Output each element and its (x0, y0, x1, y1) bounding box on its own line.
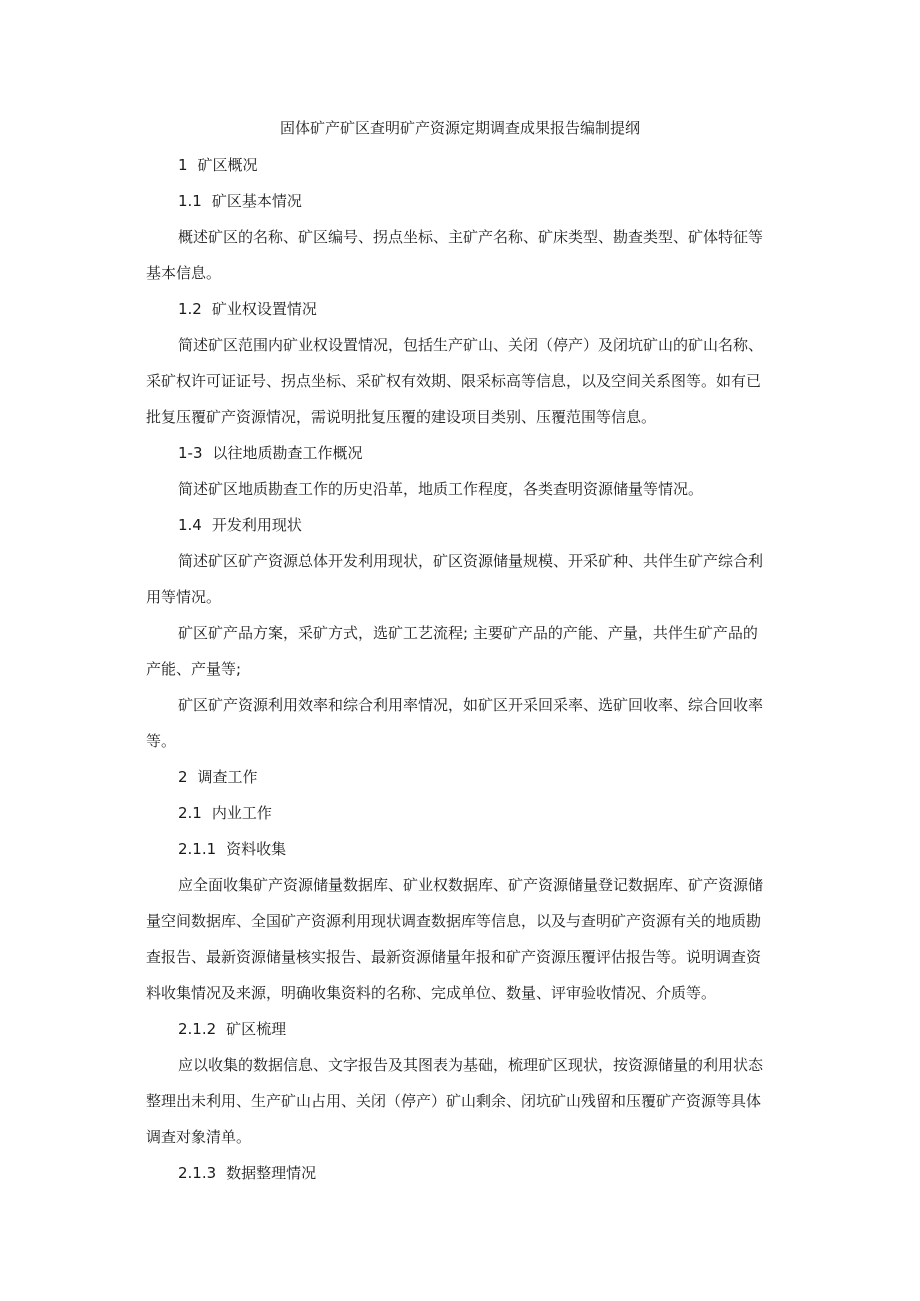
paragraph-line: 产能、产量等; (146, 660, 242, 678)
paragraph-line: 概述矿区的名称、矿区编号、拐点坐标、主矿产名称、矿床类型、勘查类型、矿体特征等 (178, 228, 764, 246)
paragraph-line: 简述矿区地质勘查工作的历史沿革，地质工作程度，各类查明资源储量等情况。 (178, 480, 704, 498)
section-heading (178, 153, 258, 177)
section-number: 2.1.3 (178, 1164, 217, 1182)
section-heading (178, 1161, 316, 1185)
paragraph-line: 基本信息。 (146, 264, 222, 282)
section-number: 2.1 (178, 804, 202, 822)
section-title: 矿区基本情况 (211, 192, 302, 210)
section-title: 开发利用现状 (211, 516, 302, 534)
paragraph-line: 整理出未利用、生产矿山占用、关闭（停产）矿山剩余、闭坑矿山残留和压覆矿产资源等具体 (146, 1092, 762, 1110)
section-heading (178, 765, 258, 789)
section-number: 1.4 (178, 516, 202, 534)
paragraph-line: 采矿权许可证证号、拐点坐标、采矿权有效期、限采标高等信息，以及空间关系图等。如有已 (146, 372, 762, 390)
paragraph-line: 量空间数据库、全国矿产资源利用现状调查数据库等信息，以及与查明矿产资源有关的地质勘 (146, 912, 762, 930)
section-number: 2 (178, 768, 188, 786)
paragraph-line: 等。 (146, 732, 177, 750)
section-number: 1.2 (178, 300, 202, 318)
document-title: 固体矿产矿区查明矿产资源定期调查成果报告编制提纲 (279, 119, 640, 137)
section-heading (178, 837, 286, 861)
paragraph-line: 应以收集的数据信息、文字报告及其图表为基础，梳理矿区现状，按资源储量的利用状态 (178, 1056, 764, 1074)
section-number: 1 (178, 156, 188, 174)
paragraph-line: 简述矿区矿产资源总体开发利用现状，矿区资源储量规模、开采矿种、共伴生矿产综合利 (178, 552, 764, 570)
paragraph-line: 料收集情况及来源，明确收集资料的名称、完成单位、数量、评审验收情况、介质等。 (146, 984, 717, 1002)
section-heading (178, 513, 302, 537)
paragraph-line: 批复压覆矿产资源情况，需说明批复压覆的建设项目类别、压覆范围等信息。 (146, 408, 657, 426)
section-title: 资料收集 (226, 840, 287, 858)
section-title: 矿业权设置情况 (211, 300, 317, 318)
section-heading (178, 189, 302, 213)
section-title: 矿区概况 (197, 156, 258, 174)
paragraph-line: 调查对象清单。 (146, 1128, 252, 1146)
section-heading (178, 441, 363, 465)
section-heading (178, 1017, 286, 1041)
section-title: 内业工作 (211, 804, 272, 822)
paragraph-line: 应全面收集矿产资源储量数据库、矿业权数据库、矿产资源储量登记数据库、矿产资源储 (178, 876, 764, 894)
paragraph-line: 用等情况。 (146, 588, 222, 606)
section-title: 以往地质勘查工作概况 (212, 444, 363, 462)
paragraph-line: 查报告、最新资源储量核实报告、最新资源储量年报和矿产资源压覆评估报告等。说明调查资 (146, 948, 762, 966)
section-heading (178, 801, 272, 825)
section-title: 调查工作 (197, 768, 258, 786)
section-title: 数据整理情况 (226, 1164, 317, 1182)
section-number: 1.1 (178, 192, 202, 210)
section-number: 2.1.1 (178, 840, 217, 858)
paragraph-line: 矿区矿产品方案，采矿方式，选矿工艺流程; 主要矿产品的产能、产量，共伴生矿产品的 (178, 624, 758, 642)
paragraph-line: 矿区矿产资源利用效率和综合利用率情况，如矿区开采回采率、选矿回收率、综合回收率 (178, 696, 764, 714)
section-number: 1-3 (178, 444, 203, 462)
section-title: 矿区梳理 (226, 1020, 287, 1038)
section-number: 2.1.2 (178, 1020, 217, 1038)
section-heading (178, 297, 317, 321)
paragraph-line: 简述矿区范围内矿业权设置情况，包括生产矿山、关闭（停产）及闭坑矿山的矿山名称、 (178, 336, 764, 354)
